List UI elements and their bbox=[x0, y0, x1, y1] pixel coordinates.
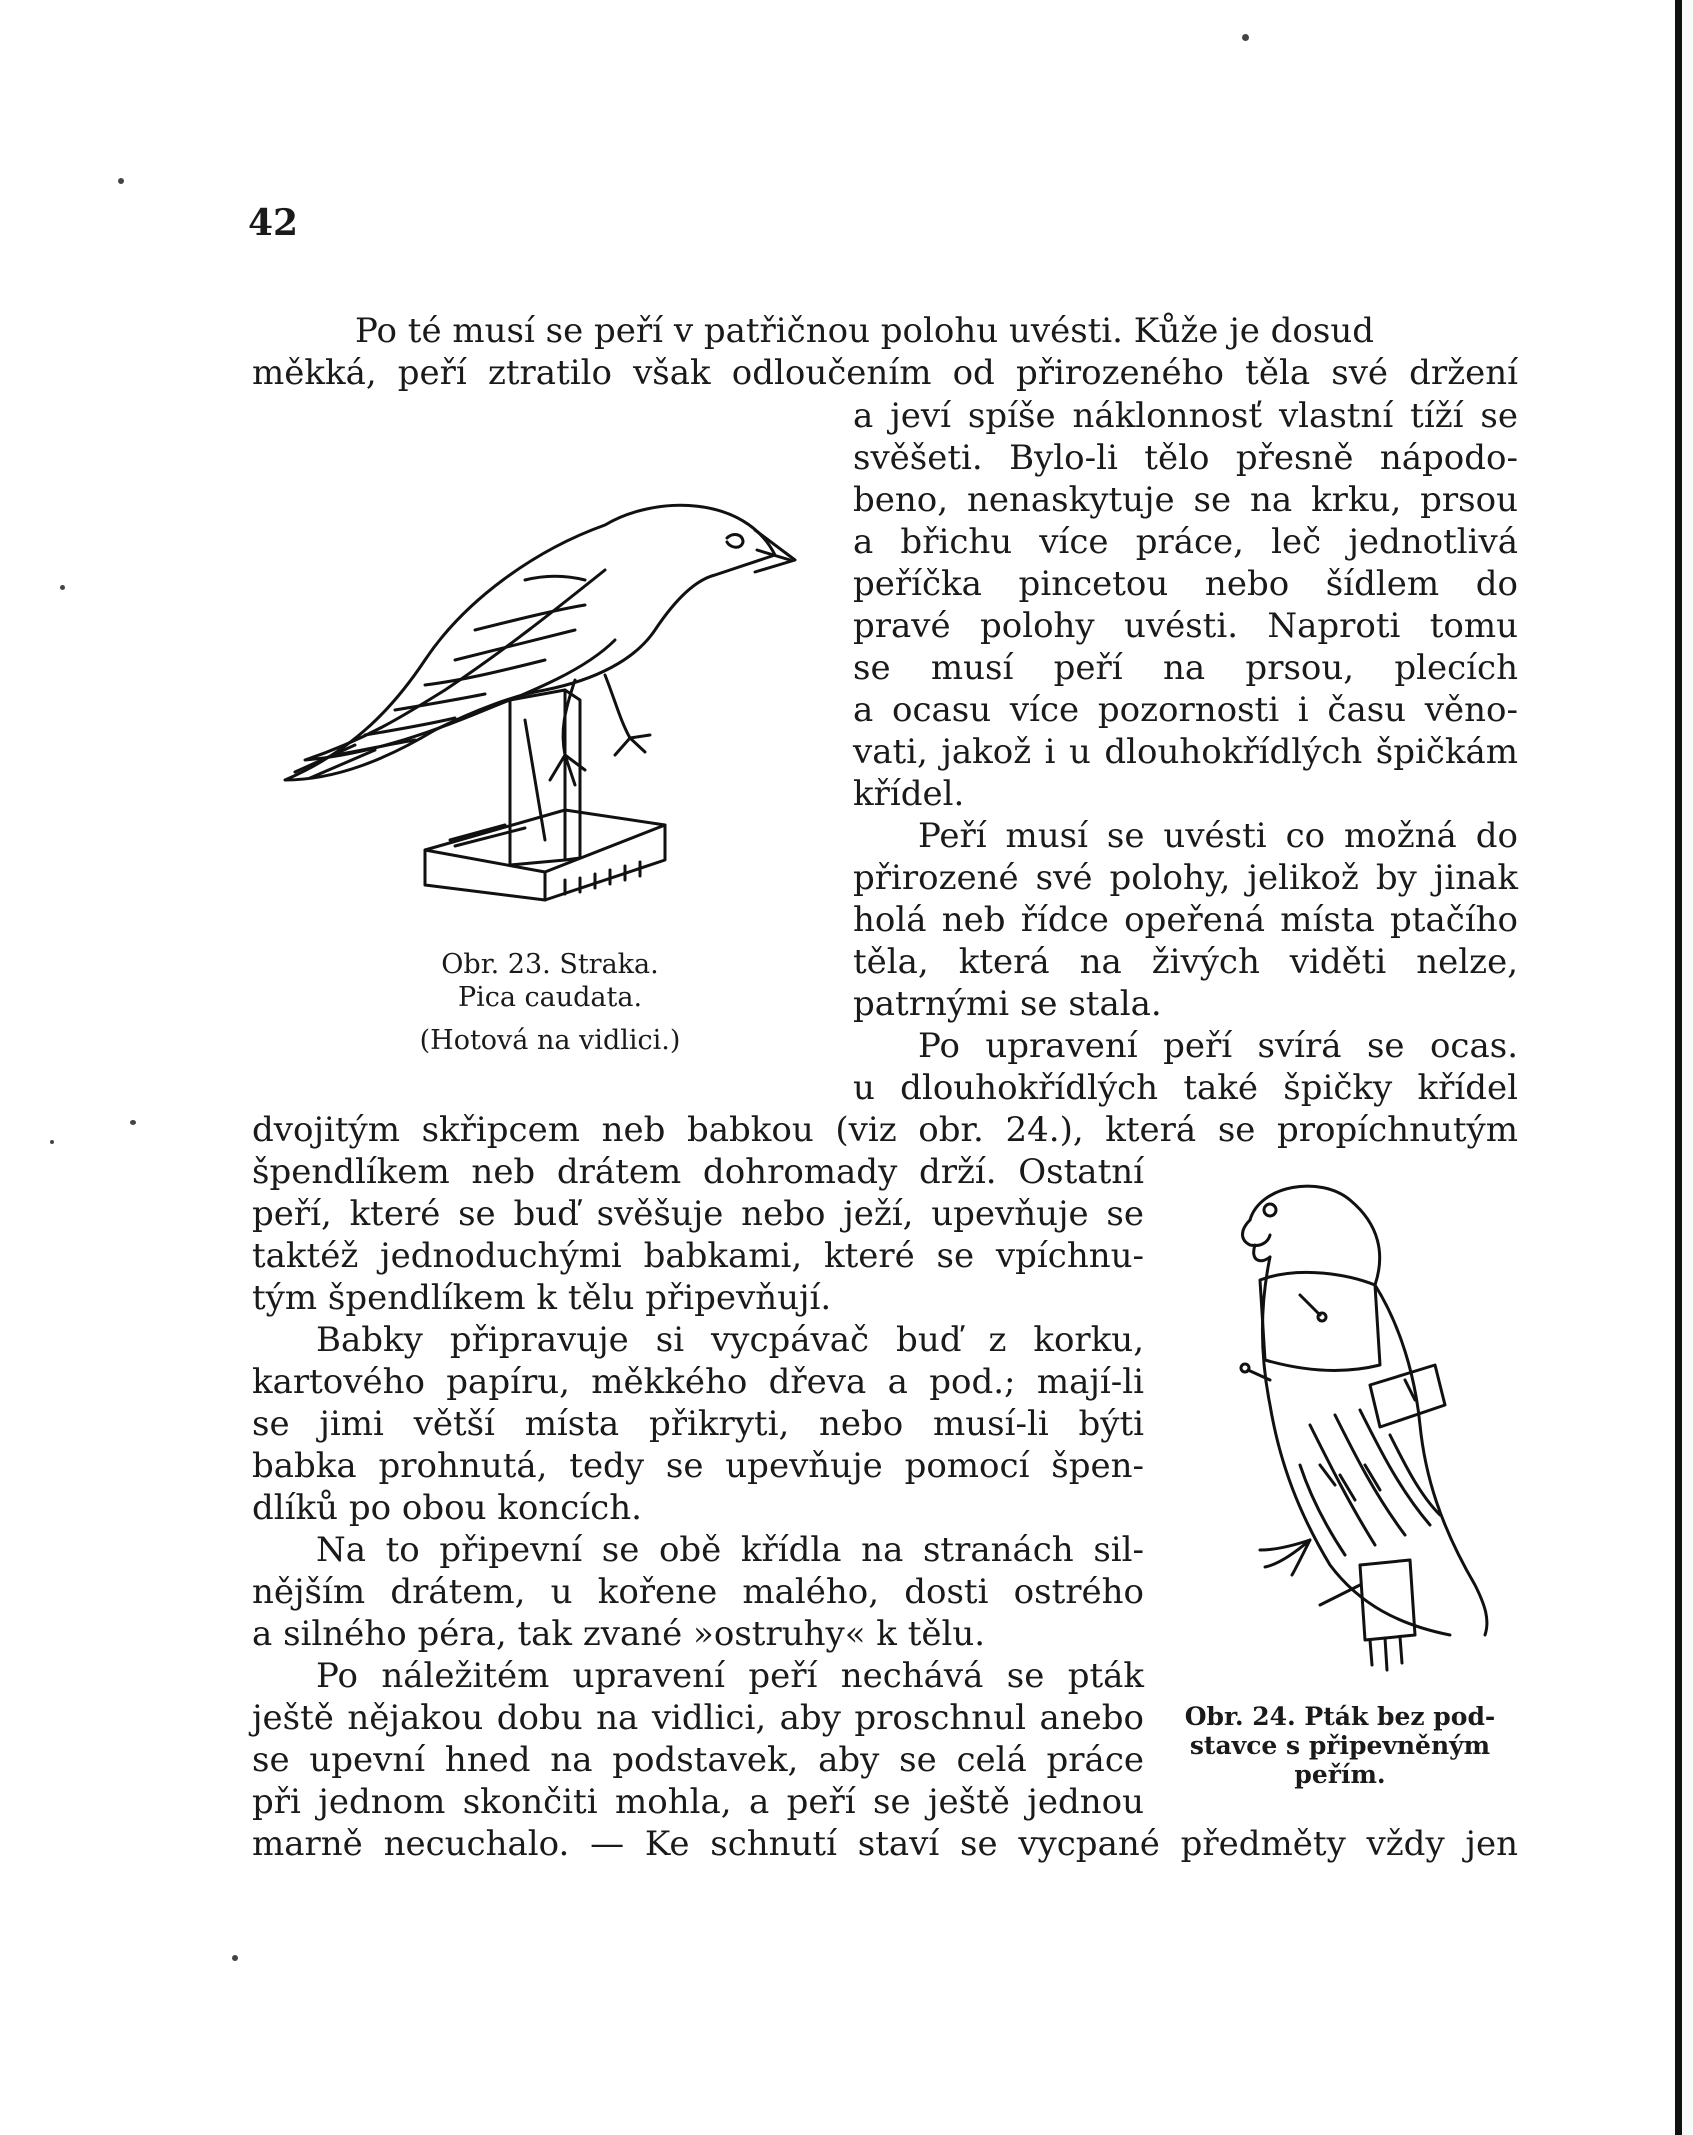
text-line: beno, nenaskytuje se na krku, prsou bbox=[853, 480, 1518, 520]
scan-speck bbox=[130, 1120, 136, 1125]
text-line: kartového papíru, měkkého dřeva a pod.; mají-li bbox=[252, 1362, 1144, 1402]
text-line: Peří musí se uvésti co možná do bbox=[918, 816, 1518, 856]
page-edge-margin bbox=[1682, 0, 1693, 2135]
text-line: se musí peří na prsou, plecích bbox=[853, 648, 1518, 688]
text-line: svěšeti. Bylo-li tělo přesně nápodo- bbox=[853, 438, 1518, 478]
text-line: a břichu více práce, leč jednotlivá bbox=[853, 522, 1518, 562]
text-line: vati, jakož i u dlouhokřídlých špičkám bbox=[853, 732, 1518, 772]
text-line: marně necuchalo. — Ke schnutí staví se vycpané předměty vždy jen bbox=[252, 1824, 1518, 1864]
text-line: a silného péra, tak zvané »ostruhy« k tělu. bbox=[252, 1614, 986, 1654]
text-line: taktéž jednoduchými babkami, které se vpíchnu- bbox=[252, 1236, 1144, 1276]
text-line: u dlouhokřídlých také špičky křídel bbox=[853, 1068, 1518, 1108]
text-line: se upevní hned na podstavek, aby se celá práce bbox=[252, 1740, 1144, 1780]
text-line: holá neb řídce opeřená místa ptačího bbox=[853, 900, 1518, 940]
text-line: těla, která na živých viděti nelze, bbox=[853, 942, 1518, 982]
caption-line: peřím. bbox=[1294, 1760, 1386, 1789]
text-line: peří, které se buď svěšuje nebo ježí, upevňuje se bbox=[252, 1194, 1144, 1234]
text-line: dvojitým skřipcem neb babkou (viz obr. 24.), která se propíchnutým bbox=[252, 1110, 1518, 1150]
text-line: špendlíkem neb drátem dohromady drží. Ostatní bbox=[252, 1152, 1144, 1192]
scan-speck bbox=[60, 585, 65, 590]
text-line: babka prohnutá, tedy se upevňuje pomocí špen- bbox=[252, 1446, 1144, 1486]
caption-line: Obr. 24. Pták bez pod- bbox=[1184, 1702, 1496, 1731]
caption-line: stavce s připevněným bbox=[1189, 1731, 1491, 1760]
figure-23-caption bbox=[385, 948, 715, 1057]
caption-line: Obr. 23. Straka. bbox=[441, 949, 659, 980]
text-line: a jeví spíše náklonnosť vlastní tíží se bbox=[853, 396, 1518, 436]
text-line: Po upravení peří svírá se ocas. bbox=[918, 1026, 1518, 1066]
text-line: ještě nějakou dobu na vidlici, aby proschnul anebo bbox=[252, 1698, 1144, 1738]
text-line: se jimi větší místa přikryti, nebo musí-li býti bbox=[252, 1404, 1144, 1444]
figure-bird-with-pins-illustration bbox=[1200, 1165, 1520, 1685]
text-line: pravé polohy uvésti. Naproti tomu bbox=[853, 606, 1518, 646]
text-line: Babky připravuje si vycpávač buď z korku, bbox=[316, 1320, 1144, 1360]
text-line: a ocasu více pozornosti i času věno- bbox=[853, 690, 1518, 730]
text-line: tým špendlíkem k tělu připevňují. bbox=[252, 1278, 832, 1318]
scan-speck bbox=[232, 1955, 238, 1961]
text-line: Na to připevní se obě křídla na stranách sil- bbox=[316, 1530, 1144, 1570]
figure-magpie-illustration bbox=[275, 480, 815, 920]
text-line: měkká, peří ztratilo však odloučením od přirozeného těla své držení bbox=[252, 353, 1518, 393]
text-line: Po náležitém upravení peří nechává se pták bbox=[316, 1656, 1144, 1696]
scan-speck bbox=[50, 1140, 54, 1144]
text-line: křídel. bbox=[853, 774, 965, 814]
text-line: dlíků po obou koncích. bbox=[252, 1488, 642, 1528]
text-line: Po té musí se peří v patřičnou polohu uvésti. Kůže je dosud bbox=[355, 311, 1375, 351]
scan-speck bbox=[118, 178, 124, 184]
text-line: patrnými se stala. bbox=[853, 984, 1162, 1024]
text-line: nějším drátem, u kořene malého, dosti ostrého bbox=[252, 1572, 1144, 1612]
text-line: přirozené své polohy, jelikož by jinak bbox=[853, 858, 1518, 898]
figure-24-caption bbox=[1160, 1702, 1520, 1789]
caption-line: Pica caudata. bbox=[457, 982, 643, 1013]
scan-speck bbox=[1242, 34, 1249, 41]
text-line: při jednom skončiti mohla, a peří se ještě jednou bbox=[252, 1782, 1144, 1822]
page-edge-shadow bbox=[1675, 0, 1682, 2135]
caption-line: (Hotová na vidlici.) bbox=[419, 1025, 681, 1056]
page-number: 42 bbox=[248, 202, 299, 244]
text-line: peříčka pincetou nebo šídlem do bbox=[853, 564, 1518, 604]
